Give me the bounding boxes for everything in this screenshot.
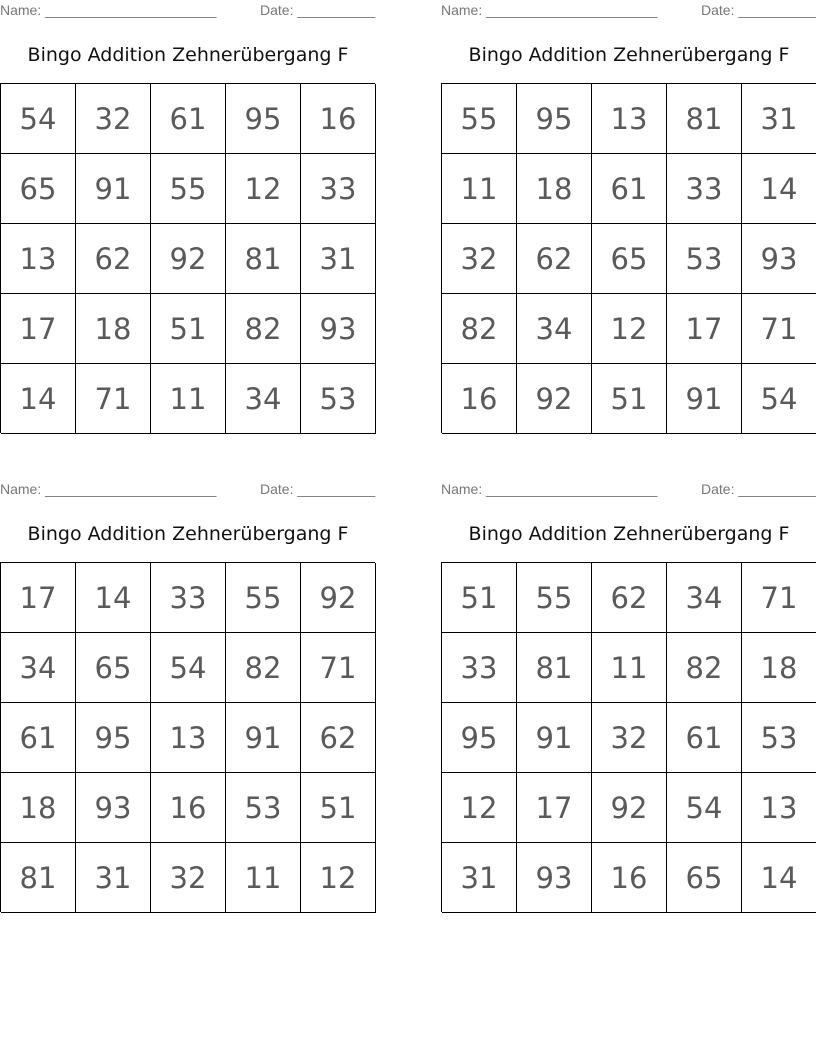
bingo-cell: 51 bbox=[151, 294, 226, 364]
bingo-cell: 71 bbox=[76, 364, 151, 434]
bingo-cell: 11 bbox=[151, 364, 226, 434]
bingo-cell: 54 bbox=[1, 84, 76, 154]
bingo-cell: 81 bbox=[1, 843, 76, 913]
bingo-cell: 65 bbox=[76, 633, 151, 703]
date-field-label: Date: __________ bbox=[260, 2, 376, 18]
bingo-cell: 31 bbox=[76, 843, 151, 913]
bingo-card bbox=[441, 0, 816, 436]
bingo-cell: 14 bbox=[742, 154, 816, 224]
bingo-cell: 51 bbox=[442, 563, 517, 633]
bingo-cell: 32 bbox=[76, 84, 151, 154]
bingo-cell: 91 bbox=[226, 703, 301, 773]
bingo-cell: 33 bbox=[151, 563, 226, 633]
name-field-label: Name: ______________________ bbox=[441, 2, 658, 18]
bingo-cell: 91 bbox=[76, 154, 151, 224]
bingo-card bbox=[0, 0, 376, 436]
bingo-cell: 14 bbox=[742, 843, 816, 913]
bingo-cell: 32 bbox=[151, 843, 226, 913]
bingo-cell: 54 bbox=[151, 633, 226, 703]
bingo-cell: 34 bbox=[667, 563, 742, 633]
bingo-cell: 53 bbox=[667, 224, 742, 294]
bingo-cell: 31 bbox=[442, 843, 517, 913]
bingo-cell: 93 bbox=[517, 843, 592, 913]
bingo-cell: 95 bbox=[442, 703, 517, 773]
bingo-cell: 18 bbox=[76, 294, 151, 364]
date-field-label: Date: __________ bbox=[701, 481, 816, 497]
bingo-cell: 61 bbox=[151, 84, 226, 154]
bingo-cell: 61 bbox=[592, 154, 667, 224]
bingo-cell: 92 bbox=[517, 364, 592, 434]
bingo-cell: 17 bbox=[667, 294, 742, 364]
bingo-cell: 92 bbox=[151, 224, 226, 294]
bingo-cell: 51 bbox=[301, 773, 376, 843]
bingo-cell: 11 bbox=[226, 843, 301, 913]
bingo-cell: 18 bbox=[742, 633, 816, 703]
bingo-cell: 95 bbox=[517, 84, 592, 154]
bingo-cell: 92 bbox=[592, 773, 667, 843]
bingo-cell: 12 bbox=[301, 843, 376, 913]
bingo-cell: 55 bbox=[442, 84, 517, 154]
bingo-cell: 31 bbox=[301, 224, 376, 294]
bingo-cell: 18 bbox=[1, 773, 76, 843]
bingo-cell: 34 bbox=[1, 633, 76, 703]
bingo-cell: 12 bbox=[592, 294, 667, 364]
bingo-cell: 91 bbox=[667, 364, 742, 434]
bingo-cell: 71 bbox=[301, 633, 376, 703]
bingo-cell: 33 bbox=[442, 633, 517, 703]
bingo-grid bbox=[0, 83, 375, 433]
bingo-cell: 13 bbox=[1, 224, 76, 294]
bingo-cell: 12 bbox=[442, 773, 517, 843]
bingo-cell: 93 bbox=[301, 294, 376, 364]
name-field-label: Name: ______________________ bbox=[0, 2, 217, 18]
bingo-cell: 12 bbox=[226, 154, 301, 224]
bingo-cell: 17 bbox=[1, 294, 76, 364]
bingo-cell: 34 bbox=[226, 364, 301, 434]
bingo-cell: 31 bbox=[742, 84, 816, 154]
bingo-cell: 71 bbox=[742, 294, 816, 364]
bingo-cell: 16 bbox=[301, 84, 376, 154]
bingo-cell: 82 bbox=[667, 633, 742, 703]
bingo-cell: 65 bbox=[592, 224, 667, 294]
bingo-cell: 16 bbox=[151, 773, 226, 843]
bingo-cell: 62 bbox=[301, 703, 376, 773]
bingo-cell: 54 bbox=[742, 364, 816, 434]
bingo-cell: 62 bbox=[517, 224, 592, 294]
name-field-label: Name: ______________________ bbox=[0, 481, 217, 497]
bingo-cell: 13 bbox=[592, 84, 667, 154]
date-field-label: Date: __________ bbox=[260, 481, 376, 497]
bingo-cell: 18 bbox=[517, 154, 592, 224]
bingo-cell: 65 bbox=[667, 843, 742, 913]
bingo-cell: 93 bbox=[742, 224, 816, 294]
bingo-cell: 95 bbox=[226, 84, 301, 154]
bingo-cell: 71 bbox=[742, 563, 816, 633]
bingo-cell: 61 bbox=[667, 703, 742, 773]
bingo-cell: 17 bbox=[517, 773, 592, 843]
bingo-cell: 34 bbox=[517, 294, 592, 364]
bingo-cell: 16 bbox=[442, 364, 517, 434]
bingo-cell: 32 bbox=[592, 703, 667, 773]
bingo-cell: 33 bbox=[667, 154, 742, 224]
bingo-grid bbox=[441, 83, 816, 433]
bingo-cell: 82 bbox=[226, 633, 301, 703]
bingo-cell: 53 bbox=[301, 364, 376, 434]
bingo-card bbox=[441, 479, 816, 915]
bingo-card bbox=[0, 479, 376, 915]
bingo-cell: 82 bbox=[442, 294, 517, 364]
bingo-cell: 91 bbox=[517, 703, 592, 773]
card-title: Bingo Addition Zehnerübergang F bbox=[27, 44, 349, 66]
bingo-cell: 82 bbox=[226, 294, 301, 364]
bingo-grid bbox=[0, 562, 375, 912]
bingo-cell: 62 bbox=[592, 563, 667, 633]
bingo-cell: 17 bbox=[1, 563, 76, 633]
bingo-cell: 95 bbox=[76, 703, 151, 773]
bingo-cell: 61 bbox=[1, 703, 76, 773]
bingo-cell: 11 bbox=[442, 154, 517, 224]
card-title: Bingo Addition Zehnerübergang F bbox=[468, 44, 790, 66]
bingo-cell: 65 bbox=[1, 154, 76, 224]
bingo-cell: 54 bbox=[667, 773, 742, 843]
bingo-cell: 53 bbox=[226, 773, 301, 843]
date-field-label: Date: __________ bbox=[701, 2, 816, 18]
bingo-cell: 93 bbox=[76, 773, 151, 843]
bingo-cell: 51 bbox=[592, 364, 667, 434]
bingo-cell: 55 bbox=[151, 154, 226, 224]
bingo-cell: 14 bbox=[76, 563, 151, 633]
card-title: Bingo Addition Zehnerübergang F bbox=[468, 523, 790, 545]
bingo-cell: 33 bbox=[301, 154, 376, 224]
card-title: Bingo Addition Zehnerübergang F bbox=[27, 523, 349, 545]
bingo-cell: 11 bbox=[592, 633, 667, 703]
bingo-grid bbox=[441, 562, 816, 912]
bingo-cell: 55 bbox=[226, 563, 301, 633]
bingo-cell: 13 bbox=[742, 773, 816, 843]
bingo-cell: 81 bbox=[667, 84, 742, 154]
bingo-cell: 81 bbox=[517, 633, 592, 703]
bingo-cell: 53 bbox=[742, 703, 816, 773]
bingo-cell: 13 bbox=[151, 703, 226, 773]
bingo-cell: 55 bbox=[517, 563, 592, 633]
name-field-label: Name: ______________________ bbox=[441, 481, 658, 497]
bingo-cell: 62 bbox=[76, 224, 151, 294]
bingo-cell: 81 bbox=[226, 224, 301, 294]
bingo-cell: 32 bbox=[442, 224, 517, 294]
bingo-cell: 16 bbox=[592, 843, 667, 913]
bingo-cell: 92 bbox=[301, 563, 376, 633]
bingo-cell: 14 bbox=[1, 364, 76, 434]
